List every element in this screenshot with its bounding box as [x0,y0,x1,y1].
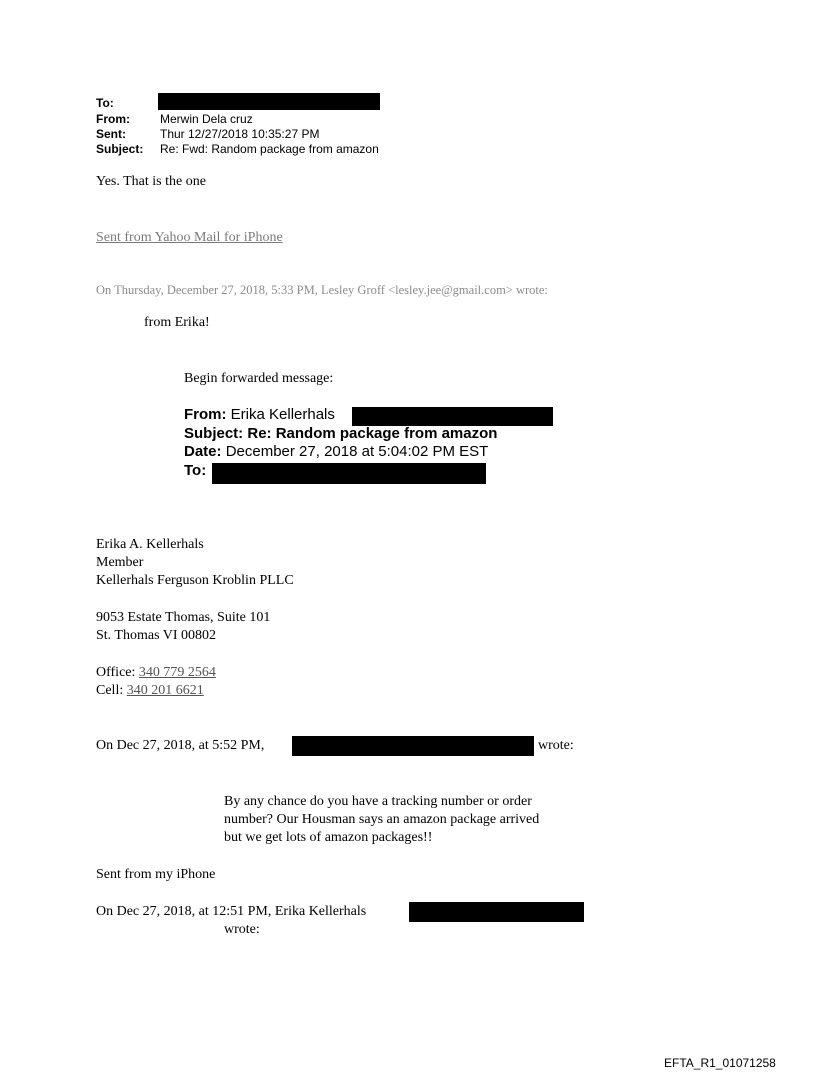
quote2-line-3: but we get lots of amazon packages!! [224,830,433,845]
quote3-attribution: On Dec 27, 2018, at 12:51 PM, Erika Kellerhals [96,904,367,919]
office-phone-link[interactable]: 340 779 2564 [138,665,216,680]
cell-phone-link[interactable]: 340 201 6621 [126,683,204,698]
forward-subject-value: Re: Random package from amazon [247,425,498,442]
quote2-line-1: By any chance do you have a tracking number or order [224,794,532,809]
forward-subject-line [184,425,497,442]
redaction-bar [158,93,380,110]
reply-text: Yes. That is the one [96,174,206,189]
to-label: To: [96,96,114,110]
from-label: From: [96,112,130,126]
redaction-bar [292,736,534,756]
iphone-signature: Sent from my iPhone [96,867,216,882]
redaction-bar [352,407,553,426]
quote2-attribution-start: On Dec 27, 2018, at 5:52 PM, [96,738,265,753]
subject-value: Re: Fwd: Random package from amazon [160,142,379,156]
sent-label: Sent: [96,127,126,141]
redaction-bar [212,463,486,484]
signature-name: Erika A. Kellerhals [96,537,204,552]
forward-date-line [184,443,488,460]
signature-address-1: 9053 Estate Thomas, Suite 101 [96,610,271,625]
forward-to-label: To: [184,462,207,479]
forward-to-line [184,462,206,479]
forward-date-label: Date: [184,443,222,460]
office-label: Office: [96,665,136,680]
quote-text: from Erika! [144,315,210,330]
forward-from-value: Erika Kellerhals [230,406,335,423]
cell-line [96,683,204,699]
signature-address-2: St. Thomas VI 00802 [96,628,217,643]
redaction-bar [409,902,584,922]
quote3-wrote: wrote: [224,922,260,937]
yahoo-signature-link[interactable]: Sent from Yahoo Mail for iPhone [96,230,283,245]
forward-from-line [184,406,335,423]
forward-date-value: December 27, 2018 at 5:04:02 PM EST [225,443,489,460]
quote-attribution: On Thursday, December 27, 2018, 5:33 PM, Lesley Groff <lesley.jee@gmail.com> wrote: [96,283,548,297]
signature-firm: Kellerhals Ferguson Kroblin PLLC [96,573,294,588]
forward-subject-label: Subject: [184,425,244,442]
quote2-attribution-end: wrote: [538,738,574,753]
forward-from-label: From: [184,406,227,423]
cell-label: Cell: [96,683,124,698]
subject-label: Subject: [96,142,144,156]
signature-title: Member [96,555,144,570]
sent-value: Thur 12/27/2018 10:35:27 PM [160,127,320,141]
forward-intro: Begin forwarded message: [184,371,334,386]
quote2-line-2: number? Our Housman says an amazon package arrived [224,812,540,827]
office-line [96,665,216,681]
from-value: Merwin Dela cruz [160,112,253,126]
bates-number: EFTA_R1_01071258 [664,1056,776,1070]
